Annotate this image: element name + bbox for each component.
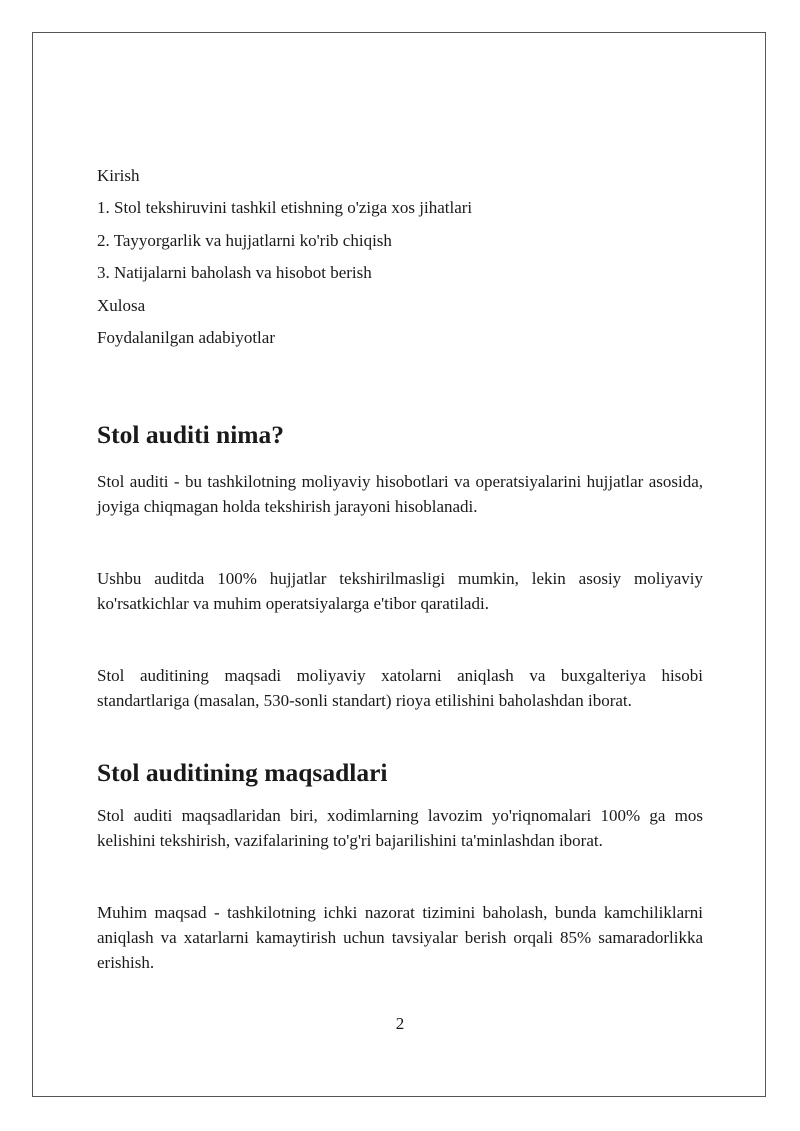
toc-item-introduction: Kirish bbox=[97, 166, 140, 185]
section-heading: Stol auditining maqsadlari bbox=[97, 758, 388, 788]
toc-item-references: Foydalanilgan adabiyotlar bbox=[97, 328, 275, 348]
toc-item-chapter-1: 1. Stol tekshiruvini tashkil etishning o'ziga xos jihatlari bbox=[97, 198, 473, 218]
toc-item-chapter-3: 3. Natijalarni baholash va hisobot berish bbox=[97, 263, 372, 283]
paragraph: Muhim maqsad - tashkilotning ichki nazorat tizimini baholash, bunda kamchiliklarni aniqlash va xatarlarni kamaytirish uchun tavsiyalar berish orqali 85% samaradorlikka erishish. bbox=[97, 903, 703, 973]
document-body bbox=[97, 160, 703, 975]
paragraph: Ushbu auditda 100% hujjatlar tekshirilmasligi mumkin, lekin asosiy moliyaviy ko'rsatkichlar va muhim operatsiyalarga e'tibor qaratiladi. bbox=[97, 569, 703, 614]
toc-item-conclusion: Xulosa bbox=[97, 295, 146, 315]
table-of-contents bbox=[97, 160, 703, 354]
paragraph: Stol auditining maqsadi moliyaviy xatolarni aniqlash va buxgalteriya hisobi standartlariga (masalan, 530-sonli standart) rioya etilishini baholashdan iborat. bbox=[97, 666, 703, 711]
paragraph: Stol auditi maqsadlaridan biri, xodimlarning lavozim yo'riqnomalari 100% ga mos kelishini tekshirish, vazifalarining to'g'ri bajarilishini ta'minlashdan iborat. bbox=[97, 806, 703, 851]
page-number: 2 bbox=[395, 1014, 405, 1033]
toc-item-chapter-2: 2. Tayyorgarlik va hujjatlarni ko'rib chiqish bbox=[97, 230, 392, 250]
paragraph: Stol auditi - bu tashkilotning moliyaviy hisobotlari va operatsiyalarini hujjatlar asosida, joyiga chiqmagan holda tekshirish jarayoni hisoblanadi. bbox=[97, 472, 703, 517]
section-heading: Stol auditi nima? bbox=[97, 420, 285, 450]
